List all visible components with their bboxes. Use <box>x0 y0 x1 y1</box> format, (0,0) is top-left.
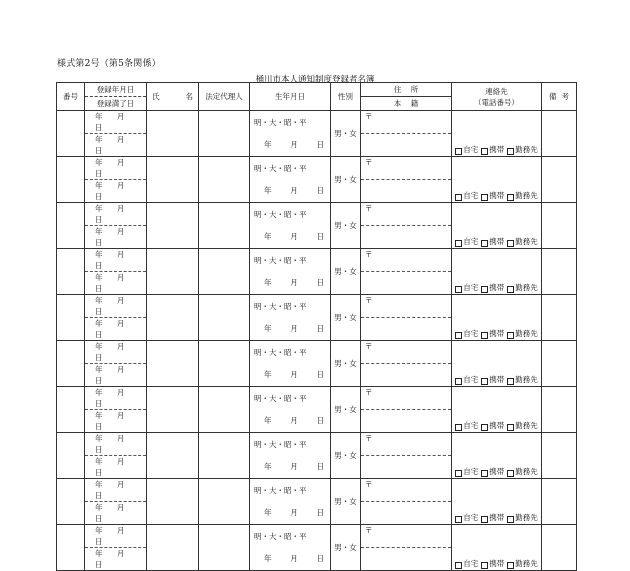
header-remarks-right: 考 <box>561 92 569 101</box>
cell-birth-date <box>250 341 331 387</box>
era-options[interactable]: 明・大・昭・平 <box>254 117 307 127</box>
header-dates <box>85 83 147 111</box>
cell-address <box>361 341 452 387</box>
cell-dates <box>85 341 147 387</box>
work-checkbox[interactable] <box>507 148 514 155</box>
expiry-date-field[interactable]: 年 月 日 <box>95 457 131 477</box>
birth-day-label: 日 <box>316 186 324 196</box>
birth-day-label: 日 <box>316 140 324 150</box>
work-label: 勤務先 <box>515 283 538 292</box>
sex-options[interactable]: 男・女 <box>331 341 361 387</box>
cell-number[interactable] <box>57 203 85 249</box>
address-field[interactable] <box>361 433 451 456</box>
mobile-label: 携帯 <box>489 421 505 430</box>
era-options[interactable]: 明・大・昭・平 <box>254 393 307 403</box>
registration-date-field[interactable]: 年 月 日 <box>85 249 146 272</box>
postal-mark: 〒 <box>365 250 373 259</box>
birth-year-label: 年 <box>264 370 272 380</box>
cell-birth-date <box>250 111 331 157</box>
domicile-field[interactable] <box>361 364 451 386</box>
cell-name[interactable] <box>147 111 199 157</box>
cell-number[interactable] <box>57 111 85 157</box>
postal-mark: 〒 <box>365 204 373 213</box>
birth-year-label: 年 <box>264 278 272 288</box>
home-checkbox[interactable] <box>455 332 462 339</box>
cell-birth-date <box>250 249 331 295</box>
postal-mark: 〒 <box>365 158 373 167</box>
address-field[interactable] <box>361 203 451 226</box>
cell-contact <box>452 341 542 387</box>
registry-row <box>57 387 577 433</box>
birth-day-label: 日 <box>316 416 324 426</box>
header-birth-date: 生年月日 <box>250 83 331 111</box>
mobile-checkbox[interactable] <box>481 286 488 293</box>
cell-contact <box>452 111 542 157</box>
cell-legal-rep[interactable] <box>199 479 250 525</box>
birth-day-label: 日 <box>316 554 324 564</box>
birth-year-label: 年 <box>264 186 272 196</box>
registration-date-field[interactable]: 年 月 日 <box>85 433 146 456</box>
cell-number[interactable] <box>57 387 85 433</box>
expiry-date-field[interactable]: 年 月 日 <box>95 549 131 569</box>
cell-address <box>361 433 452 479</box>
cell-remarks[interactable] <box>542 111 577 157</box>
cell-birth-date <box>250 479 331 525</box>
cell-contact <box>452 249 542 295</box>
cell-address <box>361 111 452 157</box>
cell-remarks[interactable] <box>542 249 577 295</box>
cell-remarks[interactable] <box>542 203 577 249</box>
address-field[interactable] <box>361 111 451 134</box>
cell-address <box>361 295 452 341</box>
cell-remarks[interactable] <box>542 157 577 203</box>
cell-birth-date <box>250 525 331 571</box>
registry-row <box>57 525 577 571</box>
era-options[interactable]: 明・大・昭・平 <box>254 209 307 219</box>
cell-birth-date <box>250 433 331 479</box>
birth-day-label: 日 <box>316 508 324 518</box>
header-number: 番号 <box>57 83 85 111</box>
registration-date-field[interactable]: 年 月 日 <box>85 387 146 410</box>
work-checkbox[interactable] <box>507 470 514 477</box>
sex-options[interactable]: 男・女 <box>331 387 361 433</box>
postal-mark: 〒 <box>365 342 373 351</box>
work-checkbox[interactable] <box>507 332 514 339</box>
mobile-label: 携帯 <box>489 467 505 476</box>
birth-year-label: 年 <box>264 508 272 518</box>
cell-legal-rep[interactable] <box>199 341 250 387</box>
cell-number[interactable] <box>57 525 85 571</box>
era-options[interactable]: 明・大・昭・平 <box>254 531 307 541</box>
address-field[interactable] <box>361 479 451 502</box>
cell-birth-date <box>250 387 331 433</box>
cell-dates <box>85 249 147 295</box>
registration-date-field[interactable]: 年 月 日 <box>85 341 146 364</box>
address-field[interactable] <box>361 341 451 364</box>
home-checkbox[interactable] <box>455 562 462 569</box>
cell-legal-rep[interactable] <box>199 249 250 295</box>
home-label: 自宅 <box>463 191 479 200</box>
header-name <box>147 83 199 111</box>
cell-legal-rep[interactable] <box>199 387 250 433</box>
sex-options[interactable]: 男・女 <box>331 479 361 525</box>
cell-number[interactable] <box>57 341 85 387</box>
cell-name[interactable] <box>147 479 199 525</box>
expiry-date-field[interactable]: 年 月 日 <box>95 135 131 155</box>
header-row <box>57 83 577 111</box>
home-checkbox[interactable] <box>455 286 462 293</box>
home-checkbox[interactable] <box>455 424 462 431</box>
birth-date-field[interactable] <box>254 318 330 341</box>
registration-date-field[interactable]: 年 月 日 <box>85 525 146 548</box>
mobile-label: 携帯 <box>489 559 505 568</box>
cell-dates <box>85 387 147 433</box>
header-name-left: 氏 <box>152 92 160 101</box>
work-checkbox[interactable] <box>507 516 514 523</box>
cell-legal-rep[interactable] <box>199 295 250 341</box>
home-checkbox[interactable] <box>455 240 462 247</box>
domicile-field[interactable] <box>361 456 451 478</box>
cell-legal-rep[interactable] <box>199 203 250 249</box>
cell-legal-rep[interactable] <box>199 433 250 479</box>
registry-row <box>57 203 577 249</box>
domicile-field[interactable] <box>361 226 451 248</box>
sex-options[interactable]: 男・女 <box>331 249 361 295</box>
era-options[interactable]: 明・大・昭・平 <box>254 485 307 495</box>
sex-options[interactable]: 男・女 <box>331 525 361 571</box>
cell-name[interactable] <box>147 341 199 387</box>
cell-contact <box>452 203 542 249</box>
cell-address <box>361 157 452 203</box>
registration-date-field[interactable]: 年 月 日 <box>85 111 146 134</box>
registry-row <box>57 433 577 479</box>
cell-name[interactable] <box>147 433 199 479</box>
birth-year-label: 年 <box>264 140 272 150</box>
era-options[interactable]: 明・大・昭・平 <box>254 439 307 449</box>
expiry-date-field[interactable]: 年 月 日 <box>95 503 131 523</box>
birth-day-label: 日 <box>316 462 324 472</box>
cell-number[interactable] <box>57 433 85 479</box>
cell-dates <box>85 525 147 571</box>
expiry-date-field[interactable]: 年 月 日 <box>95 227 131 247</box>
mobile-label: 携帯 <box>489 329 505 338</box>
mobile-checkbox[interactable] <box>481 240 488 247</box>
work-label: 勤務先 <box>515 145 538 154</box>
birth-day-label: 日 <box>316 370 324 380</box>
work-label: 勤務先 <box>515 329 538 338</box>
cell-remarks[interactable] <box>542 525 577 571</box>
mobile-checkbox[interactable] <box>481 378 488 385</box>
cell-name[interactable] <box>147 525 199 571</box>
mobile-label: 携帯 <box>489 375 505 384</box>
registration-date-field[interactable]: 年 月 日 <box>85 203 146 226</box>
birth-month-label: 月 <box>290 370 298 380</box>
postal-mark: 〒 <box>365 526 373 535</box>
work-checkbox[interactable] <box>507 424 514 431</box>
cell-remarks[interactable] <box>542 387 577 433</box>
birth-month-label: 月 <box>290 186 298 196</box>
registration-date-field[interactable]: 年 月 日 <box>85 479 146 502</box>
cell-legal-rep[interactable] <box>199 525 250 571</box>
expiry-date-field[interactable]: 年 月 日 <box>95 365 131 385</box>
home-label: 自宅 <box>463 375 479 384</box>
birth-day-label: 日 <box>316 278 324 288</box>
address-field[interactable] <box>361 387 451 410</box>
birth-date-field[interactable] <box>254 134 330 157</box>
work-checkbox[interactable] <box>507 240 514 247</box>
birth-month-label: 月 <box>290 416 298 426</box>
cell-name[interactable] <box>147 203 199 249</box>
cell-name[interactable] <box>147 295 199 341</box>
mobile-label: 携帯 <box>489 237 505 246</box>
birth-year-label: 年 <box>264 554 272 564</box>
header-remarks <box>542 83 577 111</box>
cell-number[interactable] <box>57 249 85 295</box>
birth-month-label: 月 <box>290 278 298 288</box>
work-checkbox[interactable] <box>507 194 514 201</box>
cell-birth-date <box>250 157 331 203</box>
form-number: 様式第2号（第5条関係） <box>57 59 161 69</box>
birth-month-label: 月 <box>290 232 298 242</box>
sex-options[interactable]: 男・女 <box>331 295 361 341</box>
work-label: 勤務先 <box>515 375 538 384</box>
cell-dates <box>85 295 147 341</box>
cell-address <box>361 479 452 525</box>
birth-month-label: 月 <box>290 140 298 150</box>
work-checkbox[interactable] <box>507 378 514 385</box>
mobile-label: 携帯 <box>489 145 505 154</box>
mobile-checkbox[interactable] <box>481 148 488 155</box>
registry-row <box>57 111 577 157</box>
expiry-date-field[interactable]: 年 月 日 <box>95 273 131 293</box>
address-field[interactable] <box>361 295 451 318</box>
birth-month-label: 月 <box>290 324 298 334</box>
home-label: 自宅 <box>463 559 479 568</box>
birth-date-field[interactable] <box>254 272 330 295</box>
birth-year-label: 年 <box>264 416 272 426</box>
era-options[interactable]: 明・大・昭・平 <box>254 163 307 173</box>
era-options[interactable]: 明・大・昭・平 <box>254 301 307 311</box>
header-address <box>361 83 452 111</box>
postal-mark: 〒 <box>365 388 373 397</box>
era-options[interactable]: 明・大・昭・平 <box>254 255 307 265</box>
header-address-left: 住 <box>393 85 402 94</box>
birth-month-label: 月 <box>290 462 298 472</box>
header-domicile-right: 籍 <box>410 99 419 108</box>
birth-date-field[interactable] <box>254 410 330 433</box>
header-remarks-left: 備 <box>549 92 557 101</box>
work-checkbox[interactable] <box>507 562 514 569</box>
cell-legal-rep[interactable] <box>199 111 250 157</box>
sex-options[interactable]: 男・女 <box>331 111 361 157</box>
domicile-field[interactable] <box>361 272 451 294</box>
header-domicile-left: 本 <box>393 99 402 108</box>
domicile-field[interactable] <box>361 134 451 156</box>
birth-month-label: 月 <box>290 554 298 564</box>
document-title: 桶川市本人通知制度登録者名簿 <box>255 75 375 85</box>
home-checkbox[interactable] <box>455 516 462 523</box>
mobile-checkbox[interactable] <box>481 424 488 431</box>
mobile-label: 携帯 <box>489 513 505 522</box>
registry-table <box>56 82 577 571</box>
birth-date-field[interactable] <box>254 364 330 387</box>
work-label: 勤務先 <box>515 191 538 200</box>
domicile-field[interactable] <box>361 502 451 524</box>
home-label: 自宅 <box>463 329 479 338</box>
cell-address <box>361 387 452 433</box>
home-label: 自宅 <box>463 283 479 292</box>
expiry-date-field[interactable]: 年 月 日 <box>95 181 131 201</box>
mobile-checkbox[interactable] <box>481 194 488 201</box>
postal-mark: 〒 <box>365 112 373 121</box>
work-checkbox[interactable] <box>507 286 514 293</box>
cell-contact <box>452 525 542 571</box>
cell-number[interactable] <box>57 479 85 525</box>
header-name-right: 名 <box>185 92 193 101</box>
domicile-field[interactable] <box>361 180 451 202</box>
cell-remarks[interactable] <box>542 433 577 479</box>
address-field[interactable] <box>361 525 451 548</box>
cell-dates <box>85 111 147 157</box>
header-contact-sub: （電話番号） <box>474 97 519 107</box>
birth-month-label: 月 <box>290 508 298 518</box>
cell-address <box>361 203 452 249</box>
home-checkbox[interactable] <box>455 194 462 201</box>
work-label: 勤務先 <box>515 513 538 522</box>
mobile-checkbox[interactable] <box>481 562 488 569</box>
registry-row <box>57 157 577 203</box>
home-label: 自宅 <box>463 421 479 430</box>
header-expiry-date: 登録満了日 <box>96 99 135 108</box>
cell-birth-date <box>250 295 331 341</box>
cell-contact <box>452 479 542 525</box>
cell-remarks[interactable] <box>542 341 577 387</box>
cell-name[interactable] <box>147 157 199 203</box>
expiry-date-field[interactable]: 年 月 日 <box>95 411 131 431</box>
domicile-field[interactable] <box>361 548 451 570</box>
cell-remarks[interactable] <box>542 479 577 525</box>
birth-date-field[interactable] <box>254 456 330 479</box>
birth-year-label: 年 <box>264 324 272 334</box>
sex-options[interactable]: 男・女 <box>331 203 361 249</box>
era-options[interactable]: 明・大・昭・平 <box>254 347 307 357</box>
registration-date-field[interactable]: 年 月 日 <box>85 295 146 318</box>
cell-birth-date <box>250 203 331 249</box>
home-label: 自宅 <box>463 467 479 476</box>
cell-contact <box>452 433 542 479</box>
birth-year-label: 年 <box>264 462 272 472</box>
registry-row <box>57 295 577 341</box>
home-label: 自宅 <box>463 145 479 154</box>
home-label: 自宅 <box>463 237 479 246</box>
work-label: 勤務先 <box>515 467 538 476</box>
registry-row <box>57 479 577 525</box>
home-label: 自宅 <box>463 513 479 522</box>
address-field[interactable] <box>361 249 451 272</box>
work-label: 勤務先 <box>515 559 538 568</box>
work-label: 勤務先 <box>515 421 538 430</box>
cell-name[interactable] <box>147 387 199 433</box>
cell-contact <box>452 157 542 203</box>
cell-contact <box>452 387 542 433</box>
registration-date-field[interactable]: 年 月 日 <box>85 157 146 180</box>
header-contact <box>452 83 542 111</box>
postal-mark: 〒 <box>365 434 373 443</box>
cell-address <box>361 249 452 295</box>
address-field[interactable] <box>361 157 451 180</box>
birth-day-label: 日 <box>316 324 324 334</box>
cell-remarks[interactable] <box>542 295 577 341</box>
cell-name[interactable] <box>147 249 199 295</box>
expiry-date-field[interactable]: 年 月 日 <box>95 319 131 339</box>
header-registration-date: 登録年月日 <box>85 83 146 97</box>
postal-mark: 〒 <box>365 480 373 489</box>
birth-year-label: 年 <box>264 232 272 242</box>
work-label: 勤務先 <box>515 237 538 246</box>
cell-number[interactable] <box>57 295 85 341</box>
header-contact-title: 連絡先 <box>485 86 508 96</box>
mobile-checkbox[interactable] <box>481 332 488 339</box>
birth-date-field[interactable] <box>254 502 330 525</box>
mobile-checkbox[interactable] <box>481 470 488 477</box>
registry-row <box>57 249 577 295</box>
postal-mark: 〒 <box>365 296 373 305</box>
domicile-field[interactable] <box>361 410 451 432</box>
home-checkbox[interactable] <box>455 378 462 385</box>
cell-dates <box>85 479 147 525</box>
mobile-checkbox[interactable] <box>481 516 488 523</box>
header-address-right: 所 <box>410 85 419 94</box>
domicile-field[interactable] <box>361 318 451 340</box>
header-legal-rep: 法定代理人 <box>199 83 250 111</box>
registry-row <box>57 341 577 387</box>
mobile-label: 携帯 <box>489 283 505 292</box>
birth-date-field[interactable] <box>254 226 330 249</box>
home-checkbox[interactable] <box>455 148 462 155</box>
birth-day-label: 日 <box>316 232 324 242</box>
sex-options[interactable]: 男・女 <box>331 433 361 479</box>
cell-legal-rep[interactable] <box>199 157 250 203</box>
birth-date-field[interactable] <box>254 548 330 571</box>
cell-contact <box>452 295 542 341</box>
cell-dates <box>85 203 147 249</box>
home-checkbox[interactable] <box>455 470 462 477</box>
cell-dates <box>85 157 147 203</box>
registry-rows <box>57 111 577 571</box>
cell-dates <box>85 433 147 479</box>
sex-options[interactable]: 男・女 <box>331 157 361 203</box>
header-sex: 性別 <box>331 83 361 111</box>
birth-date-field[interactable] <box>254 180 330 203</box>
mobile-label: 携帯 <box>489 191 505 200</box>
cell-address <box>361 525 452 571</box>
cell-number[interactable] <box>57 157 85 203</box>
